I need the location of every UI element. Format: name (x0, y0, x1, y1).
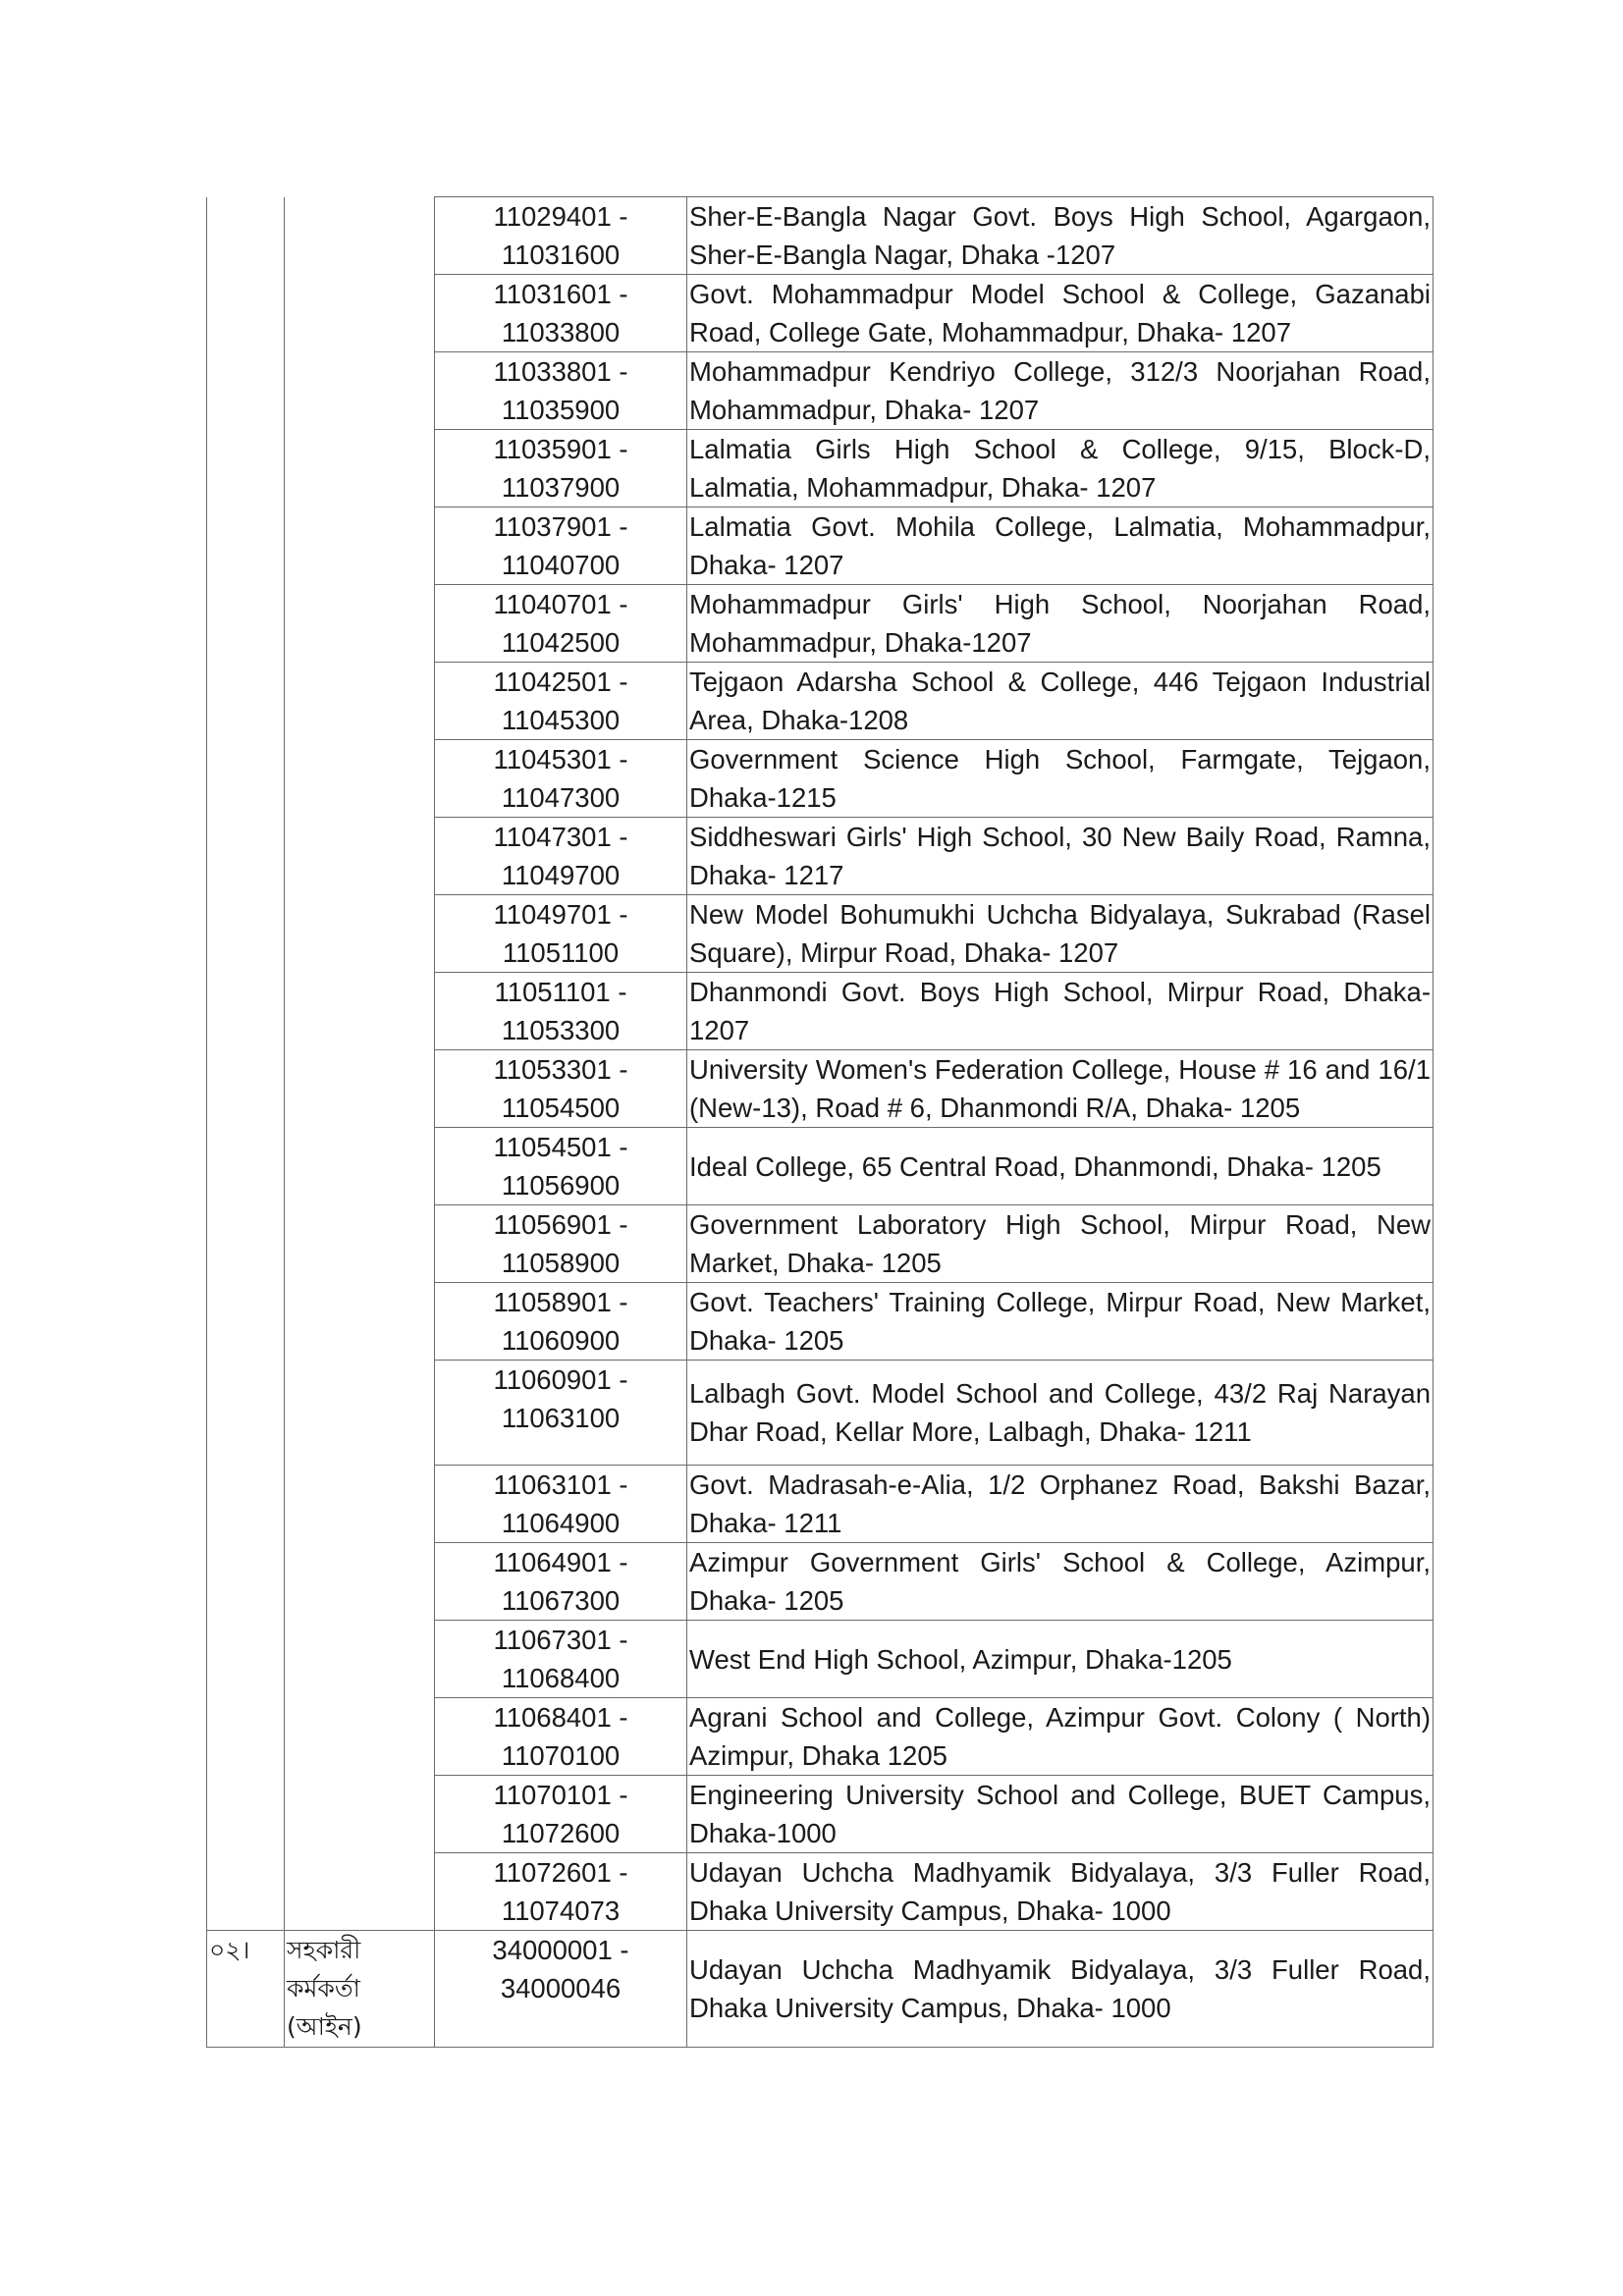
post-cell (285, 895, 435, 973)
table-row (207, 1050, 1434, 1128)
serial-cell (207, 1205, 285, 1283)
roll-range-start: 11051101 - (494, 977, 627, 1007)
serial-cell (207, 585, 285, 663)
serial-cell: ০২। (207, 1931, 285, 2048)
roll-range-end: 11068400 (501, 1663, 621, 1693)
serial-cell (207, 1543, 285, 1621)
serial-cell (207, 973, 285, 1050)
post-cell (285, 1776, 435, 1853)
post-cell (285, 663, 435, 740)
table-row (207, 352, 1434, 430)
roll-range-cell (435, 1931, 687, 2048)
serial-cell (207, 430, 285, 507)
exam-center-cell: Lalmatia Govt. Mohila College, Lalmatia, Mohammadpur, Dhaka- 1207 (687, 507, 1434, 585)
table-row (207, 895, 1434, 973)
roll-range-cell (435, 1128, 687, 1205)
roll-range-start: 11031601 - (493, 279, 628, 309)
serial-cell (207, 1466, 285, 1543)
exam-center-cell: Lalmatia Girls High School & College, 9/15, Block-D, Lalmatia, Mohammadpur, Dhaka- 1207 (687, 430, 1434, 507)
exam-center-cell: West End High School, Azimpur, Dhaka-1205 (687, 1621, 1434, 1698)
roll-range-end: 11047300 (501, 782, 621, 813)
table-row (207, 1931, 1434, 2048)
roll-range-cell (435, 1361, 687, 1466)
roll-range-start: 11067301 - (493, 1625, 628, 1655)
exam-center-cell: Agrani School and College, Azimpur Govt. Colony ( North) Azimpur, Dhaka 1205 (687, 1698, 1434, 1776)
post-cell (285, 1050, 435, 1128)
roll-range-end: 34000046 (500, 1973, 622, 2003)
post-cell (285, 1853, 435, 1931)
post-cell (285, 740, 435, 818)
roll-range-cell (435, 1466, 687, 1543)
serial-cell (207, 1776, 285, 1853)
post-cell (285, 818, 435, 895)
exam-center-cell: Udayan Uchcha Madhyamik Bidyalaya, 3/3 Fuller Road, Dhaka University Campus, Dhaka- 1000 (687, 1853, 1434, 1931)
roll-range-end: 11053300 (501, 1015, 621, 1045)
roll-range-end: 11035900 (501, 395, 621, 425)
table-row (207, 585, 1434, 663)
table-row (207, 430, 1434, 507)
post-cell (285, 507, 435, 585)
roll-range-start: 11068401 - (493, 1702, 628, 1733)
exam-center-cell: Dhanmondi Govt. Boys High School, Mirpur Road, Dhaka- 1207 (687, 973, 1434, 1050)
serial-cell (207, 275, 285, 352)
table-row (207, 1205, 1434, 1283)
roll-range-end: 11054500 (501, 1093, 621, 1123)
roll-range-end: 11056900 (501, 1170, 621, 1201)
post-cell (285, 1283, 435, 1361)
table-row (207, 1466, 1434, 1543)
serial-cell (207, 1621, 285, 1698)
table-row (207, 507, 1434, 585)
roll-range-cell (435, 352, 687, 430)
roll-range-cell (435, 1853, 687, 1931)
exam-center-cell: University Women's Federation College, House # 16 and 16/1 (New-13), Road # 6, Dhanmondi R/A, Dhaka- 1205 (687, 1050, 1434, 1128)
roll-range-end: 11067300 (501, 1585, 621, 1616)
post-cell (285, 352, 435, 430)
roll-range-end: 11049700 (501, 860, 621, 890)
serial-cell (207, 663, 285, 740)
roll-range-end: 11060900 (501, 1325, 621, 1356)
roll-range-end: 11074073 (501, 1896, 621, 1926)
roll-range-start: 11056901 - (493, 1209, 628, 1240)
roll-range-cell (435, 585, 687, 663)
roll-range-start: 11033801 - (493, 356, 628, 387)
roll-range-end: 11040700 (501, 550, 621, 580)
roll-range-start: 11072601 - (493, 1857, 628, 1888)
serial-cell (207, 352, 285, 430)
post-cell: সহকারী কর্মকর্তা (আইন) (285, 1931, 435, 2048)
roll-range-cell (435, 1776, 687, 1853)
roll-range-cell (435, 1205, 687, 1283)
serial-cell (207, 1128, 285, 1205)
serial-cell (207, 1283, 285, 1361)
roll-range-cell (435, 507, 687, 585)
roll-range-cell (435, 1543, 687, 1621)
roll-range-end: 11045300 (501, 705, 621, 735)
roll-range-end: 11070100 (501, 1740, 621, 1771)
roll-range-start: 11070101 - (493, 1780, 628, 1810)
table-row (207, 1283, 1434, 1361)
roll-range-start: 11064901 - (493, 1547, 628, 1577)
roll-range-start: 11035901 - (493, 434, 628, 464)
exam-center-cell: Sher-E-Bangla Nagar Govt. Boys High School, Agargaon, Sher-E-Bangla Nagar, Dhaka -1207 (687, 197, 1434, 275)
roll-range-start: 11040701 - (493, 589, 628, 619)
serial-cell (207, 740, 285, 818)
roll-range-cell (435, 895, 687, 973)
exam-center-cell: Govt. Teachers' Training College, Mirpur Road, New Market, Dhaka- 1205 (687, 1283, 1434, 1361)
table-row (207, 1698, 1434, 1776)
post-cell (285, 1128, 435, 1205)
exam-center-cell: Mohammadpur Girls' High School, Noorjahan Road, Mohammadpur, Dhaka-1207 (687, 585, 1434, 663)
roll-range-cell (435, 973, 687, 1050)
table-row (207, 663, 1434, 740)
roll-range-cell (435, 1283, 687, 1361)
roll-range-start: 11060901 - (493, 1364, 628, 1395)
table-row (207, 1621, 1434, 1698)
exam-center-cell: Government Laboratory High School, Mirpur Road, New Market, Dhaka- 1205 (687, 1205, 1434, 1283)
roll-range-start: 11045301 - (493, 744, 628, 774)
roll-range-cell (435, 663, 687, 740)
roll-range-start: 11063101 - (493, 1469, 628, 1500)
post-cell (285, 1205, 435, 1283)
roll-range-start: 11058901 - (493, 1287, 628, 1317)
exam-center-cell: Lalbagh Govt. Model School and College, 43/2 Raj Narayan Dhar Road, Kellar More, Lalbagh, Dhaka- 1211 (687, 1361, 1434, 1466)
roll-range-cell (435, 197, 687, 275)
exam-center-cell: Govt. Madrasah-e-Alia, 1/2 Orphanez Road, Bakshi Bazar, Dhaka- 1211 (687, 1466, 1434, 1543)
serial-cell (207, 1853, 285, 1931)
post-cell (285, 430, 435, 507)
serial-cell (207, 818, 285, 895)
roll-range-start: 34000001 - (492, 1935, 629, 1965)
post-cell (285, 1543, 435, 1621)
post-cell (285, 1466, 435, 1543)
table-row (207, 1543, 1434, 1621)
roll-range-end: 11051100 (502, 937, 620, 968)
roll-range-cell (435, 430, 687, 507)
roll-range-start: 11029401 - (493, 201, 628, 232)
table-row (207, 740, 1434, 818)
roll-range-end: 11064900 (501, 1508, 621, 1538)
table-row (207, 1361, 1434, 1466)
exam-center-cell: Tejgaon Adarsha School & College, 446 Tejgaon Industrial Area, Dhaka-1208 (687, 663, 1434, 740)
roll-range-cell (435, 818, 687, 895)
table-row (207, 275, 1434, 352)
table-row (207, 973, 1434, 1050)
roll-range-cell (435, 1621, 687, 1698)
roll-range-cell (435, 275, 687, 352)
roll-range-start: 11042501 - (493, 667, 628, 697)
exam-center-cell: New Model Bohumukhi Uchcha Bidyalaya, Sukrabad (Rasel Square), Mirpur Road, Dhaka- 1207 (687, 895, 1434, 973)
roll-range-end: 11031600 (501, 240, 621, 270)
roll-range-start: 11054501 - (493, 1132, 628, 1162)
table-row (207, 1776, 1434, 1853)
post-cell (285, 1621, 435, 1698)
post-cell (285, 585, 435, 663)
roll-range-start: 11053301 - (493, 1054, 628, 1085)
roll-range-cell (435, 1050, 687, 1128)
exam-center-cell: Azimpur Government Girls' School & College, Azimpur, Dhaka- 1205 (687, 1543, 1434, 1621)
serial-cell (207, 507, 285, 585)
table-row (207, 818, 1434, 895)
roll-range-end: 11072600 (501, 1818, 621, 1848)
serial-cell (207, 1361, 285, 1466)
post-cell (285, 973, 435, 1050)
roll-range-start: 11037901 - (493, 511, 628, 542)
table-row (207, 197, 1434, 275)
roll-range-end: 11042500 (501, 627, 621, 658)
exam-center-cell: Siddheswari Girls' High School, 30 New Baily Road, Ramna, Dhaka- 1217 (687, 818, 1434, 895)
table-row (207, 1128, 1434, 1205)
roll-range-start: 11049701 - (493, 899, 628, 930)
exam-center-cell: Govt. Mohammadpur Model School & College, Gazanabi Road, College Gate, Mohammadpur, Dhaka- 1207 (687, 275, 1434, 352)
roll-range-cell (435, 740, 687, 818)
serial-cell (207, 1698, 285, 1776)
roll-range-end: 11058900 (501, 1248, 621, 1278)
post-cell (285, 197, 435, 275)
serial-cell (207, 197, 285, 275)
serial-cell (207, 895, 285, 973)
exam-center-table (206, 196, 1434, 2048)
roll-range-cell (435, 1698, 687, 1776)
post-cell (285, 275, 435, 352)
roll-range-end: 11063100 (501, 1403, 621, 1433)
roll-range-start: 11047301 - (493, 822, 628, 852)
table-row (207, 1853, 1434, 1931)
roll-range-end: 11037900 (501, 472, 621, 503)
exam-center-cell: Ideal College, 65 Central Road, Dhanmondi, Dhaka- 1205 (687, 1128, 1434, 1205)
exam-center-cell: Government Science High School, Farmgate, Tejgaon, Dhaka-1215 (687, 740, 1434, 818)
roll-range-end: 11033800 (501, 317, 621, 347)
exam-center-cell: Mohammadpur Kendriyo College, 312/3 Noorjahan Road, Mohammadpur, Dhaka- 1207 (687, 352, 1434, 430)
post-cell (285, 1361, 435, 1466)
exam-center-cell: Engineering University School and College, BUET Campus, Dhaka-1000 (687, 1776, 1434, 1853)
exam-center-cell: Udayan Uchcha Madhyamik Bidyalaya, 3/3 Fuller Road, Dhaka University Campus, Dhaka- 1000 (687, 1931, 1434, 2048)
serial-cell (207, 1050, 285, 1128)
post-cell (285, 1698, 435, 1776)
